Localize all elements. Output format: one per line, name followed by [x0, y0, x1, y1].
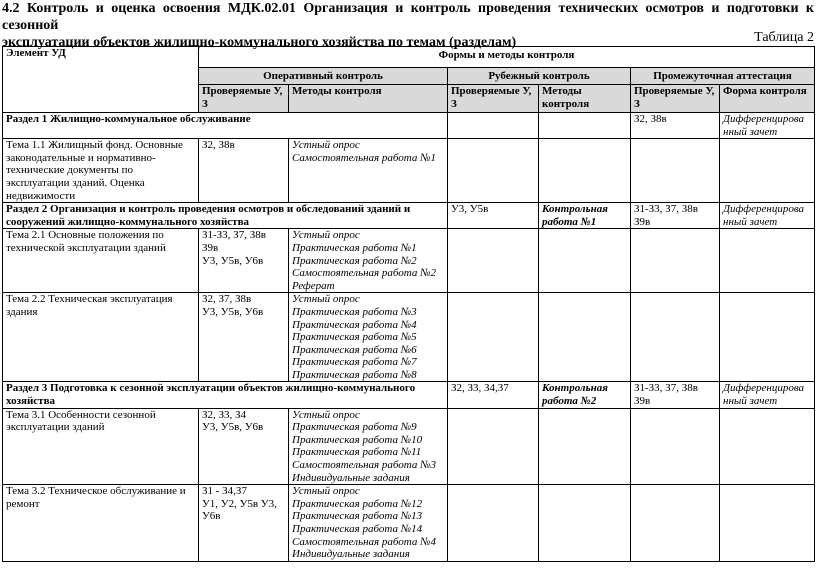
op-methods-cell-line: Самостоятельная работа №4 [292, 535, 436, 548]
op-checked-cell-line: У3, У5в, У6в [202, 305, 264, 318]
ia-form-cell-line: Дифференцирова [723, 203, 805, 216]
topic-title: Тема 2.2 Техническая эксплуатация здания [3, 293, 199, 382]
op-checked-cell [199, 485, 289, 562]
op-methods-cell-line: Самостоятельная работа №1 [292, 151, 436, 164]
op-methods-cell-line: Устный опрос [292, 229, 360, 242]
subheader-ia-checked: Проверяемые У, З [631, 85, 720, 113]
op-checked-cell-line: З2, З7, З8в [202, 293, 252, 306]
section-row [3, 113, 815, 139]
op-methods-cell-line: Практическая работа №1 [292, 241, 417, 254]
control-methods-table [2, 46, 815, 562]
table-caption: Таблица 2 [754, 30, 814, 45]
section-title: Раздел 2 Организация и контроль проведения осмотров и обследований зданий и сооружений жилищно-коммунального хозяйства [3, 203, 448, 229]
op-methods-cell-line: Индивидуальные задания [292, 548, 410, 561]
topic-title: Тема 2.1 Основные положения по технической эксплуатации зданий [3, 229, 199, 293]
ia-checked-cell-line: З1-З3, З7, З8в [634, 203, 698, 216]
topic-row [3, 408, 815, 485]
ia-checked-cell [631, 293, 720, 382]
op-methods-cell-line: Индивидуальные задания [292, 471, 410, 484]
ia-form-cell [720, 408, 815, 485]
ia-form-cell-line: Дифференцирова [723, 113, 805, 125]
ia-checked-cell [631, 139, 720, 203]
ia-checked-cell-line: З9в [634, 215, 651, 228]
op-methods-cell-line: Устный опрос [292, 408, 360, 421]
op-checked-cell-line: У6в [202, 510, 221, 523]
section-row [3, 382, 815, 408]
op-methods-cell [289, 485, 448, 562]
section-heading [2, 0, 814, 51]
op-methods-cell-line: Практическая работа №13 [292, 510, 423, 523]
ms-methods-cell [539, 382, 631, 408]
op-checked-cell [199, 293, 289, 382]
topic-row [3, 229, 815, 293]
header-operative: Оперативный контроль [199, 68, 448, 85]
header-intermediate: Промежуточная аттестация [631, 68, 815, 85]
op-methods-cell [289, 408, 448, 485]
op-checked-cell-line: З9в [202, 241, 219, 254]
ms-checked-cell [448, 485, 539, 562]
ia-checked-cell [631, 485, 720, 562]
ms-methods-cell [539, 113, 631, 139]
ia-form-cell-line: нный зачет [723, 395, 778, 408]
ia-checked-cell-line: З2, З8в [634, 113, 667, 125]
ms-methods-cell-line: Контрольная [542, 203, 608, 216]
ia-checked-cell [631, 113, 720, 139]
ms-methods-cell [539, 203, 631, 229]
op-methods-cell-line: Самостоятельная работа №3 [292, 459, 436, 472]
op-methods-cell-line: Практическая работа №8 [292, 368, 417, 381]
op-checked-cell-line: У1, У2, У5в У3, [202, 497, 277, 510]
ms-checked-cell [448, 382, 539, 408]
ia-checked-cell [631, 203, 720, 229]
ms-checked-cell [448, 113, 539, 139]
ia-form-cell [720, 293, 815, 382]
subheader-op-checked: Проверяемые У, З [199, 85, 289, 113]
ms-methods-cell-line: работа №2 [542, 395, 597, 408]
subheader-op-methods: Методы контроля [289, 85, 448, 113]
topic-row [3, 139, 815, 203]
ms-methods-cell [539, 139, 631, 203]
header-row-1 [3, 47, 815, 68]
header-forms: Формы и методы контроля [199, 47, 815, 68]
op-methods-cell-line: Устный опрос [292, 293, 360, 306]
ia-form-cell [720, 113, 815, 139]
op-methods-cell-line: Практическая работа №9 [292, 421, 417, 434]
op-methods-cell-line: Практическая работа №4 [292, 318, 417, 331]
op-checked-cell-line: З2, З8в [202, 139, 235, 152]
op-checked-cell-line: У3, У5в, У6в [202, 254, 264, 267]
ia-checked-cell-line: З9в [634, 395, 651, 408]
topic-row [3, 293, 815, 382]
topic-title: Тема 3.2 Техническое обслуживание и ремонт [3, 485, 199, 562]
op-methods-cell-line: Устный опрос [292, 485, 360, 498]
ms-methods-cell-line: Контрольная [542, 382, 608, 395]
ms-checked-cell-line: З2, З3, З4,З7 [451, 382, 509, 395]
topic-title: Тема 1.1 Жилищный фонд. Основные законодательные и нормативно-технические документы по эксплуатации зданий. Оценка недвижимости [3, 139, 199, 203]
ia-checked-cell [631, 382, 720, 408]
op-methods-cell [289, 293, 448, 382]
ms-checked-cell [448, 408, 539, 485]
ia-form-cell-line: нный зачет [723, 215, 778, 228]
ms-methods-cell [539, 293, 631, 382]
ms-methods-cell-line: работа №1 [542, 215, 597, 228]
op-methods-cell-line: Практическая работа №7 [292, 356, 417, 369]
op-methods-cell-line: Практическая работа №5 [292, 331, 417, 344]
section-title: Раздел 1 Жилищно-коммунальное обслуживание [3, 113, 448, 139]
ms-checked-cell [448, 293, 539, 382]
op-methods-cell-line: Самостоятельная работа №2 [292, 267, 436, 280]
ia-form-cell-line: нный зачет [723, 125, 778, 138]
header-element: Элемент УД [3, 47, 199, 113]
ms-checked-cell-line: У3, У5в [451, 203, 489, 216]
op-methods-cell [289, 139, 448, 203]
ia-checked-cell [631, 408, 720, 485]
op-checked-cell-line: З2, З3, З4 [202, 408, 247, 421]
subheader-ia-form: Форма контроля [720, 85, 815, 113]
ms-methods-cell [539, 485, 631, 562]
ia-form-cell [720, 139, 815, 203]
op-checked-cell-line: З1 - З4,З7 [202, 485, 247, 498]
section-row [3, 203, 815, 229]
op-methods-cell-line: Практическая работа №14 [292, 523, 423, 535]
ms-checked-cell [448, 139, 539, 203]
op-methods-cell-line: Устный опрос [292, 139, 360, 152]
heading-line-2: эксплуатации объектов жилищно-коммунального хозяйства по темам (разделам) [2, 35, 517, 50]
ia-checked-cell [631, 229, 720, 293]
ia-form-cell [720, 485, 815, 562]
op-methods-cell-line: Практическая работа №3 [292, 305, 417, 318]
op-methods-cell-line: Практическая работа №2 [292, 254, 417, 267]
op-checked-cell-line: У3, У5в, У6в [202, 421, 264, 434]
subheader-ms-checked: Проверяемые У, З [448, 85, 539, 113]
ia-form-cell [720, 203, 815, 229]
op-checked-cell-line: З1-З3, З7, З8в [202, 229, 266, 242]
op-methods-cell-line: Практическая работа №11 [292, 446, 422, 459]
ms-methods-cell [539, 229, 631, 293]
op-checked-cell [199, 408, 289, 485]
ia-form-cell [720, 229, 815, 293]
header-milestone: Рубежный контроль [448, 68, 631, 85]
ms-methods-cell [539, 408, 631, 485]
subheader-ms-methods: Методы контроля [539, 85, 631, 113]
op-checked-cell [199, 139, 289, 203]
ms-checked-cell [448, 229, 539, 293]
section-title: Раздел 3 Подготовка к сезонной эксплуатации объектов жилищно-коммунального хозяйства [3, 382, 448, 408]
topic-title: Тема 3.1 Особенности сезонной эксплуатации зданий [3, 408, 199, 485]
op-methods-cell-line: Практическая работа №12 [292, 497, 423, 510]
op-methods-cell-line: Практическая работа №6 [292, 343, 417, 356]
op-methods-cell-line: Реферат [292, 279, 335, 292]
op-methods-cell-line: Практическая работа №10 [292, 433, 423, 446]
op-methods-cell [289, 229, 448, 293]
ia-form-cell-line: Дифференцирова [723, 382, 805, 395]
ia-checked-cell-line: З1-З3, З7, З8в [634, 382, 698, 395]
ms-checked-cell [448, 203, 539, 229]
ia-form-cell [720, 382, 815, 408]
topic-row [3, 485, 815, 562]
heading-line-1: 4.2 Контроль и оценка освоения МДК.02.01 Организация и контроль проведения технических осмотров и подготовки к сезонной [2, 1, 814, 33]
op-checked-cell [199, 229, 289, 293]
